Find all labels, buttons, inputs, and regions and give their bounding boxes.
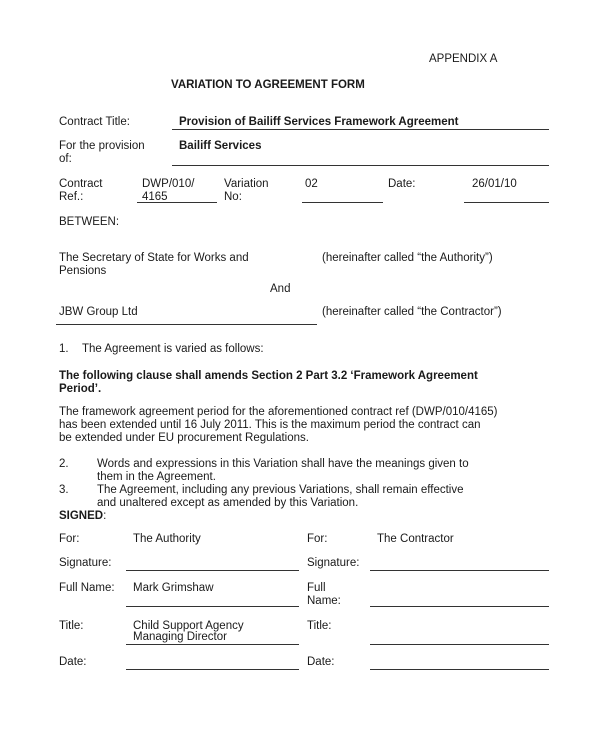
party-contractor-name: JBW Group Ltd	[59, 306, 138, 318]
left-fullname-value: Mark Grimshaw	[133, 582, 214, 594]
contract-ref-value-line2: 4165	[142, 191, 168, 203]
provision-label-line2: of:	[59, 153, 72, 165]
left-date-line[interactable]	[126, 669, 299, 670]
left-title-line[interactable]	[126, 644, 299, 645]
appendix-label: APPENDIX A	[429, 53, 498, 65]
right-for-value: The Contractor	[377, 533, 454, 545]
left-date-label: Date:	[59, 656, 87, 668]
contract-title-underline	[172, 129, 549, 130]
party-contractor-underline	[56, 324, 317, 325]
clause-1-number: 1.	[59, 343, 69, 355]
right-fullname-label-line1: Full	[307, 582, 326, 594]
amendment-heading-line2: Period’.	[59, 383, 102, 395]
and-label: And	[270, 283, 291, 295]
provision-label-line1: For the provision	[59, 140, 145, 152]
left-title-label: Title:	[59, 620, 84, 632]
signed-heading: SIGNED	[59, 510, 104, 522]
variation-value: 02	[305, 178, 318, 190]
left-signature-line[interactable]	[126, 570, 299, 571]
clause-3-text-line2: and unaltered except as amended by this Variation.	[97, 497, 359, 509]
variation-underline	[302, 202, 383, 203]
right-title-label: Title:	[307, 620, 332, 632]
left-signature-label: Signature:	[59, 557, 112, 569]
signed-colon: :	[103, 510, 107, 522]
date-label: Date:	[388, 178, 416, 190]
amendment-heading-line1: The following clause shall amends Section 2 Part 3.2 ‘Framework Agreement	[59, 370, 478, 382]
right-date-label: Date:	[307, 656, 335, 668]
party-contractor-called: (hereinafter called “the Contractor”)	[322, 306, 502, 318]
form-title: VARIATION TO AGREEMENT FORM	[171, 79, 365, 91]
clause-1-text: The Agreement is varied as follows:	[82, 343, 264, 355]
party-authority-name-line1: The Secretary of State for Works and	[59, 252, 249, 264]
contract-ref-label-line2: Ref.:	[59, 191, 84, 203]
right-title-line[interactable]	[370, 644, 549, 645]
right-signature-label: Signature:	[307, 557, 360, 569]
clause-2-number: 2.	[59, 458, 69, 470]
provision-value: Bailiff Services	[179, 140, 262, 152]
left-for-label: For:	[59, 533, 80, 545]
contract-title-value: Provision of Bailiff Services Framework Agreement	[179, 116, 459, 128]
left-for-value: The Authority	[133, 533, 201, 545]
signed-label	[59, 510, 106, 523]
clause-2-text-line2: them in the Agreement.	[97, 471, 216, 483]
amendment-body-line2: has been extended until 16 July 2011. This is the maximum period the contract can	[59, 419, 481, 431]
clause-2-text-line1: Words and expressions in this Variation shall have the meanings given to	[97, 458, 469, 470]
party-authority-called: (hereinafter called “the Authority”)	[322, 252, 493, 264]
provision-underline	[172, 165, 549, 166]
right-for-label: For:	[307, 533, 328, 545]
amendment-body-line3: be extended under EU procurement Regulations.	[59, 432, 309, 444]
clause-3-number: 3.	[59, 484, 69, 496]
party-authority-name-line2: Pensions	[59, 265, 107, 277]
right-date-line[interactable]	[370, 669, 549, 670]
clause-3-text-line1: The Agreement, including any previous Variations, shall remain effective	[97, 484, 464, 496]
contract-ref-value-line1: DWP/010/	[142, 178, 195, 190]
between-label: BETWEEN:	[59, 216, 120, 228]
amendment-body-line1: The framework agreement period for the aforementioned contract ref (DWP/010/4165)	[59, 406, 498, 418]
left-fullname-label: Full Name:	[59, 582, 115, 594]
contract-ref-label-line1: Contract	[59, 178, 103, 190]
variation-label-line1: Variation	[224, 178, 269, 190]
contract-title-label: Contract Title:	[59, 116, 130, 128]
left-title-value-line1: Child Support Agency	[133, 620, 244, 632]
left-fullname-line[interactable]	[126, 606, 299, 607]
left-title-value-line2: Managing Director	[133, 631, 227, 643]
right-fullname-label-line2: Name:	[307, 595, 341, 607]
contract-ref-underline	[137, 202, 217, 203]
date-value: 26/01/10	[472, 178, 517, 190]
variation-label-line2: No:	[224, 191, 242, 203]
right-fullname-line[interactable]	[370, 606, 549, 607]
date-underline	[464, 202, 549, 203]
right-signature-line[interactable]	[370, 570, 549, 571]
